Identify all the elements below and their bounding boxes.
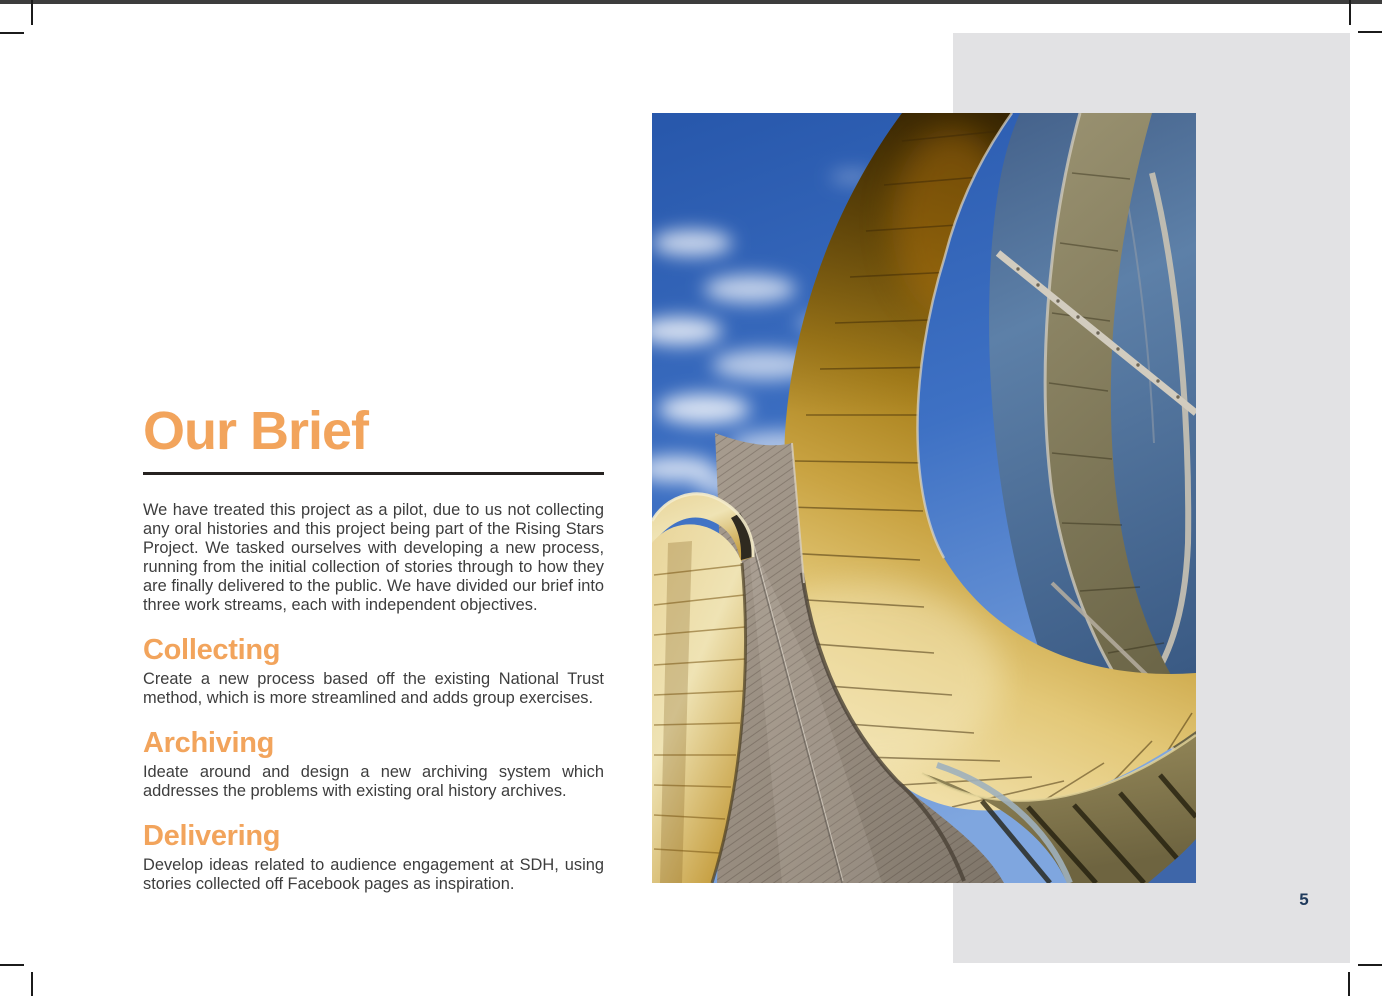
crop-mark-top-right-vertical bbox=[1349, 0, 1351, 25]
page-number: 5 bbox=[1299, 890, 1309, 909]
crop-mark-bottom-right-horizontal bbox=[1358, 964, 1382, 966]
text-column bbox=[143, 402, 604, 894]
section-heading: Collecting bbox=[143, 634, 281, 666]
window-top-edge bbox=[0, 0, 1382, 4]
building-photo-graphic bbox=[652, 113, 1196, 883]
intro-paragraph: We have treated this project as a pilot, due to us not collecting any oral histories and this project being part of the Rising Stars Project. We tasked ourselves with developing a new process, running from the initial collection of stories through to how they are finally delivered to the public. We have divided our brief into three work streams, each with independent objectives. bbox=[143, 501, 604, 614]
section-heading: Archiving bbox=[143, 727, 275, 759]
building-photo bbox=[652, 113, 1196, 883]
crop-mark-top-right-horizontal bbox=[1358, 31, 1382, 33]
crop-mark-bottom-right-vertical bbox=[1348, 972, 1350, 996]
title-rule bbox=[143, 472, 604, 475]
section-body: Ideate around and design a new archiving system which addresses the problems with existing oral history archives. bbox=[143, 763, 604, 800]
section-delivering bbox=[143, 821, 604, 894]
section-heading: Delivering bbox=[143, 820, 281, 852]
crop-mark-bottom-left-vertical bbox=[31, 972, 33, 996]
section-collecting bbox=[143, 635, 604, 708]
crop-mark-top-left-horizontal bbox=[0, 32, 24, 34]
section-body: Create a new process based off the existing National Trust method, which is more streamlined and adds group exercises. bbox=[143, 670, 604, 707]
crop-mark-top-left-vertical bbox=[31, 0, 33, 25]
section-body: Develop ideas related to audience engagement at SDH, using stories collected off Facebook pages as inspiration. bbox=[143, 856, 604, 893]
section-archiving bbox=[143, 728, 604, 801]
page-title: Our Brief bbox=[143, 401, 369, 461]
crop-mark-bottom-left-horizontal bbox=[0, 964, 24, 966]
